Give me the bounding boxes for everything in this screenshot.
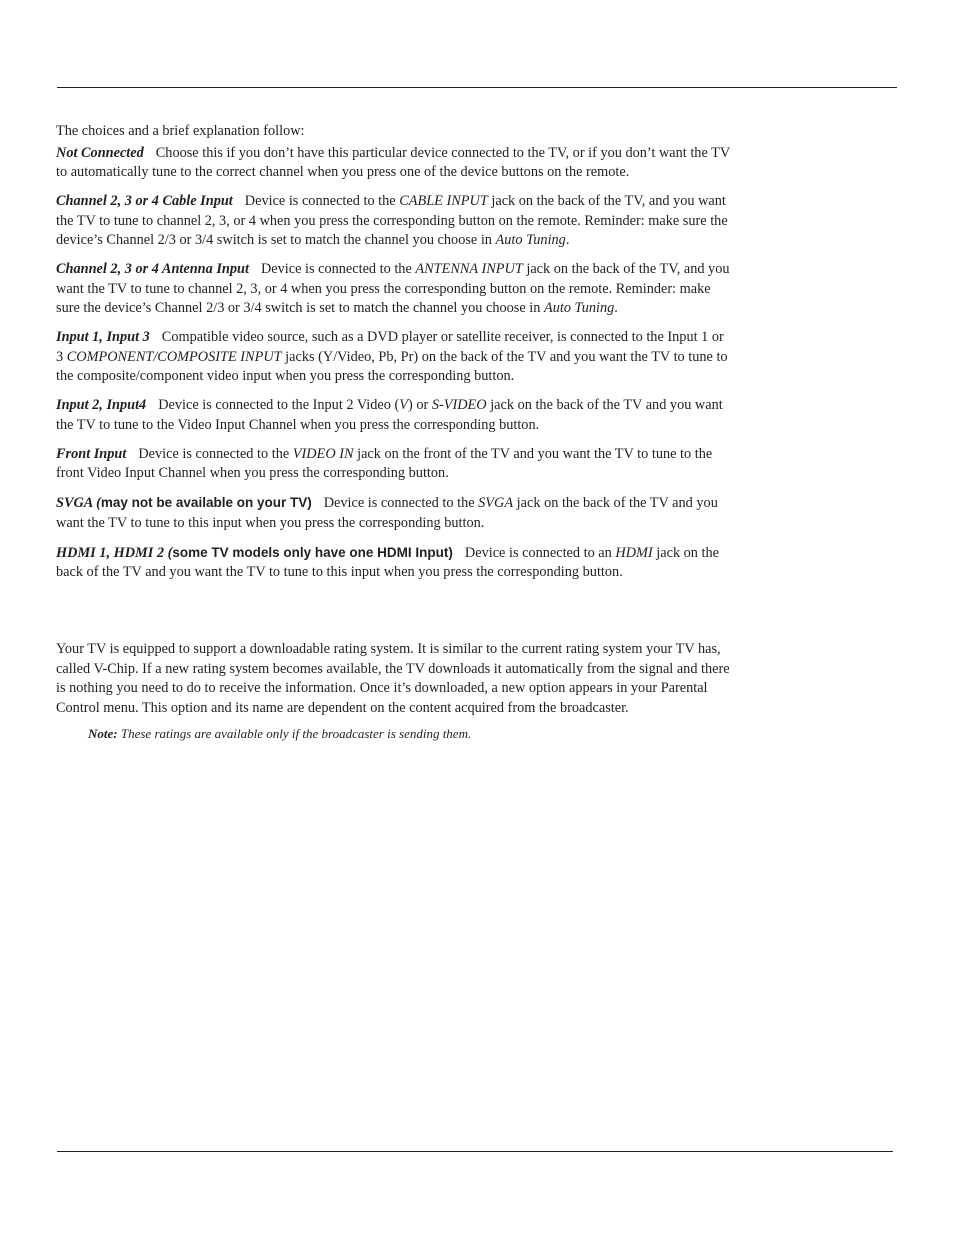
entry-term: Not Connected [56,144,144,161]
intro-text: The choices and a brief explanation follow: [56,123,305,139]
entry-text: Device is connected to the [138,445,293,462]
entry-term [56,545,453,561]
entry-text: jack on the front of the TV and you want the TV to tune to the front Video Input Channel when you press the corresponding button. [56,445,713,481]
jack-name: V [399,397,408,413]
jack-name: VIDEO IN [292,445,354,462]
note-label: Note: [88,726,118,741]
entry-term [56,495,312,511]
entry-text: jack on the back of the TV and you want the TV to tune to this input when you press the corresponding button. [56,544,720,580]
note-text: These ratings are available only if the broadcaster is sending them. [120,726,472,741]
entry-term-qualifier: some TV models only have one HDMI Input) [172,544,453,560]
note [56,725,731,743]
jack-name: HDMI [615,544,653,561]
entry-term: Input 2, Input4 [56,397,147,413]
menu-name: Auto Tuning [543,300,615,316]
entry-antenna-input [56,260,731,319]
entry-input-2-4 [56,396,731,435]
entry-hdmi [56,543,731,583]
entry-front-input [56,445,731,484]
menu-name: Auto Tuning [495,232,566,248]
entry-text: Choose this if you don’t have this particular device connected to the TV, or if you don’t want the TV to automatically tune to the correct channel when you press one of the device buttons on the remote. [56,144,730,180]
entry-text: jack on the back of the TV, and you want the TV to tune to channel 2, 3, or 4 when you press the corresponding button on the remote. Reminder: make sure the device’s Channel 2/3 or 3/4 switch is set to match the channel you choose in [56,193,728,248]
entry-term-name: SVGA ( [56,495,101,511]
entry-text: Device is connected to the Input 2 Video ( [158,397,400,413]
jack-name: COMPONENT/COMPOSITE INPUT [66,348,282,365]
entry-term: Input 1, Input 3 [56,329,150,345]
entry-text: jacks (Y/Video, Pb, Pr) on the back of the TV and you want the TV to tune to the composite/component video input when you press the corresponding button. [56,348,728,384]
footer-rule [57,1151,893,1152]
entry-term: Channel 2, 3 or 4 Cable Input [56,193,233,209]
entry-text: Compatible video source, such as a DVD player or satellite receiver, is connected to the Input 1 or 3 [56,329,724,365]
section-spacer [56,592,731,640]
entry-term: Front Input [56,445,127,462]
entry-text: Device is connected to the [260,261,416,277]
jack-name: S-VIDEO [431,397,487,413]
entry-term-name: HDMI 1, HDMI 2 ( [56,544,173,561]
jack-name: CABLE INPUT [399,193,488,209]
entry-svga [56,493,731,533]
rating-paragraph: Your TV is equipped to support a downloadable rating system. It is similar to the current rating system your TV has, called V-Chip. If a new rating system becomes available, the TV downloads it automatically from the signal and there is nothing you need to do to receive the information. Once it’s downloaded, a new option appears in your Parental Control menu. This option and its name are dependent on the content acquired from the broadcaster. [56,641,730,716]
entry-not-connected [56,144,731,183]
entry-text: . [614,300,618,316]
jack-name: ANTENNA INPUT [415,261,523,277]
entry-text: . [565,232,570,248]
entry-text: jack on the back of the TV and you want the TV to tune to this input when you press the corresponding button. [56,495,718,531]
entry-text: jack on the back of the TV, and you want the TV to tune to channel 2, 3, or 4 when you press the corresponding button on the remote. Reminder: make sure the device’s Channel 2/3 or 3/4 switch is set to match the channel you choose in [56,261,730,316]
page-content [56,122,731,743]
entry-text: ) or [408,397,432,413]
entry-text: Device is connected to an [464,544,616,561]
entry-text: Device is connected to the [244,193,400,209]
entry-text: jack on the back of the TV and you want the TV to tune to the Video Input Channel when you press the corresponding button. [56,397,723,433]
entry-input-1-3 [56,328,731,387]
entry-term: Channel 2, 3 or 4 Antenna Input [56,261,249,277]
entry-term-qualifier: may not be available on your TV) [100,495,312,510]
entry-text: Device is connected to the [323,495,479,511]
jack-name: SVGA [478,495,514,511]
header-rule [57,87,897,88]
entry-cable-input [56,192,731,251]
